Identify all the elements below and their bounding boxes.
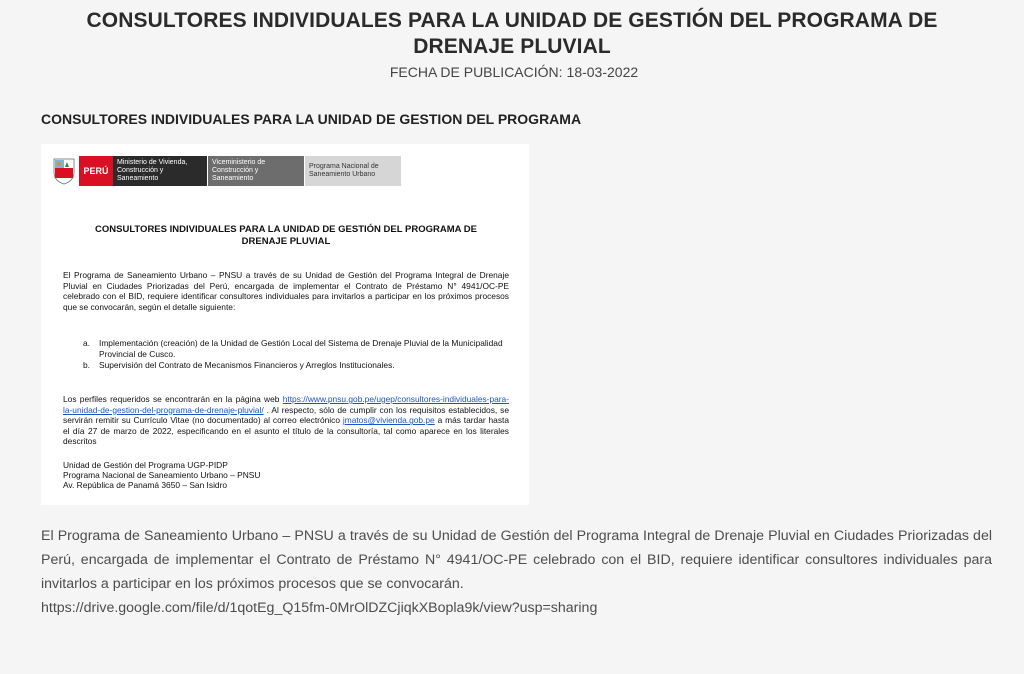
- publication-date: [0, 64, 1024, 80]
- ministry-label: Ministerio de Vivienda, Construcción y Saneamiento: [113, 156, 207, 186]
- email-link[interactable]: jmatos@vivienda.gob.pe: [342, 415, 435, 426]
- signature-line: Programa Nacional de Saneamiento Urbano – PNSU: [63, 470, 261, 481]
- drive-link[interactable]: https://drive.google.com/file/d/1qotEg_Q15fm-0MrOlDZCjiqkXBopla9k/view?usp=sharing: [41, 600, 598, 616]
- document-intro: El Programa de Saneamiento Urbano – PNSU a través de su Unidad de Gestión del Programa Integral de Drenaje Pluvial en Ciudades Priorizadas del Perú, encargada de implementar el Contrato de Préstamo N° 4941/OC-PE celebrado con el BID, requiere identificar consultores individuales para invitarlos a participar en los próximos procesos que se convocarán, según el detalle siguiente:: [63, 270, 509, 312]
- document-list: [63, 338, 509, 372]
- body-paragraph: El Programa de Saneamiento Urbano – PNSU a través de su Unidad de Gestión del Programa Integral de Drenaje Pluvial en Ciudades Priorizadas del Perú, encargada de implementar el Contrato de Préstamo N° 4941/OC-PE celebrado con el BID, requiere identificar consultores individuales para invitarlos a participar en los próximos procesos que se convocarán.: [41, 528, 992, 592]
- peru-crest-icon: [51, 156, 77, 186]
- list-marker: a.: [83, 338, 90, 348]
- profiles-text-pre: Los perfiles requeridos se encontrarán en la página web: [63, 394, 280, 404]
- peru-label: PERÚ: [79, 156, 113, 186]
- section-heading: CONSULTORES INDIVIDUALES PARA LA UNIDAD DE GESTION DEL PROGRAMA: [41, 111, 582, 127]
- viceministry-label: Viceministerio de Construcción y Saneamiento: [208, 156, 304, 186]
- list-item: [63, 360, 509, 371]
- document-title: CONSULTORES INDIVIDUALES PARA LA UNIDAD DE GESTIÓN DEL PROGRAMA DE DRENAJE PLUVIAL: [95, 224, 477, 247]
- profiles-text-post: a más tardar hasta el día 27 de marzo de 2022, especificando en el asunto el título de la consultoría, tal como aparece en los literales descritos: [63, 415, 510, 447]
- program-label: Programa Nacional de Saneamiento Urbano: [305, 156, 401, 186]
- document-profiles: [63, 394, 509, 447]
- list-item: [63, 338, 509, 359]
- list-marker: b.: [83, 360, 90, 371]
- document-image[interactable]: [41, 144, 529, 505]
- page-title: CONSULTORES INDIVIDUALES PARA LA UNIDAD DE GESTIÓN DEL PROGRAMA DE DRENAJE PLUVIAL: [86, 9, 938, 58]
- profiles-text-mid: . Al respecto, sólo de cumplir con los requisitos establecidos, se servirán remitir su Currículo Vitae (no documentado) al correo electrónico: [63, 404, 509, 426]
- signature-line: Av. República de Panamá 3650 – San Isidro: [63, 480, 228, 491]
- publication-date-label: FECHA DE PUBLICACIÓN:: [389, 64, 563, 80]
- publication-date-value: 18-03-2022: [566, 64, 639, 80]
- signature-line: Unidad de Gestión del Programa UGP-PIDP: [63, 460, 228, 470]
- document-signature: [63, 460, 260, 491]
- profiles-link[interactable]: https://www.pnsu.gob.pe/ugep/consultores-individuales-para-la-unidad-de-gestion-del-programa-de-drenaje-pluvial/: [63, 394, 510, 415]
- list-item-text: Supervisión del Contrato de Mecanismos Financieros y Arreglos Institucionales.: [99, 360, 395, 371]
- list-item-text: Implementación (creación) de la Unidad de Gestión Local del Sistema de Drenaje Pluvial de la Municipalidad Provincial de Cusco.: [99, 338, 503, 359]
- document-header: [51, 154, 511, 188]
